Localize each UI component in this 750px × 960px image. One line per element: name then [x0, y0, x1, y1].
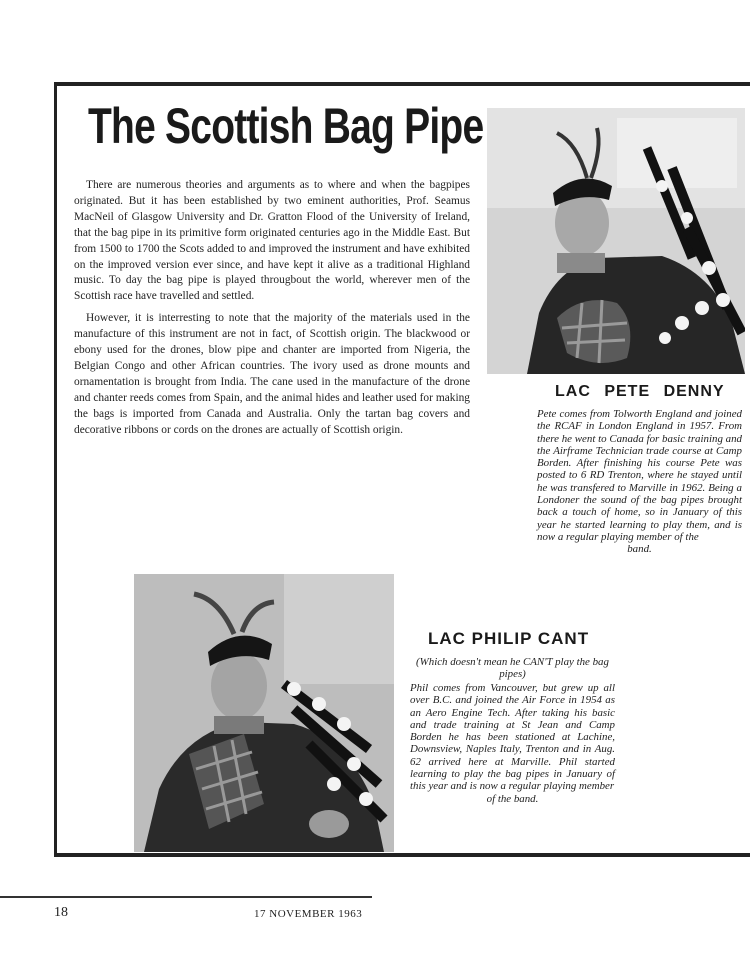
- profile1-caption: [537, 408, 742, 556]
- photo-philip-cant: [134, 574, 394, 852]
- profile2-name: LAC PHILIP CANT: [428, 629, 590, 648]
- photo-pete-denny-image: [487, 108, 745, 374]
- profile2-caption-end: of the band.: [486, 792, 539, 805]
- profile2-caption-text: Phil comes from Vancouver, but grew up all over B.C. and joined the Air Force in 1954 as an Aero Engine Tech. After taking his basic and trade training at St Jean and Camp Borden he has been stationed at Lachine, Downsview, Naples Italy, Trenton and in Aug. 62 arrived here at Marville. Phil started learning to play the bag pipes in January of this year and is now a regular playing member: [410, 682, 615, 793]
- article-paragraph-1: There are numerous theories and arguments as to where and when the bagpipes originated. But it has been established by two eminent authorities, Prof. Seamus MacNeil of Glasgow University and Dr. Gratton Flood of the University of Ireland, that the bag pipe in its primitive form originated centuries ago in the Middle East. But from 1500 to 1700 the Scots added to and improved the instrument and have exhibited on the improved version ever since, and have kept it alive as a traditional Highland music. To day the bag pipe is played througbout the world, wherever men of the Scottish race have travelled and settled.: [74, 179, 470, 303]
- article-body: [74, 178, 470, 445]
- profile2-caption: [410, 682, 615, 805]
- article-title: The Scottish Bag Pipe: [88, 98, 484, 154]
- photo-philip-cant-image: [134, 574, 394, 852]
- profile1-caption-end: band.: [627, 543, 652, 556]
- page-number: 18: [54, 905, 68, 920]
- profile1-name: LAC PETE DENNY: [555, 383, 725, 400]
- photo-pete-denny: [487, 108, 745, 374]
- article-paragraph-2: However, it is interresting to note that the majority of the materials used in the manufacture of this instrument are not in fact, of Scottish origin. The blackwood or ebony used for the drones, blow pipe and chanter are imported from Nigeria, the Belgian Congo and other African countries. The ivory used as drone mounts and ornamentation is brought from India. The cane used in the manufacture of the drone and chanter reeds comes from Spain, and the animal hides and leather used for making the bags is imported from Canada and Australia. Only the tartan bag covers and decorative ribbons or cords on the drones are actually of Scottish origin.: [74, 312, 470, 436]
- issue-date: 17 NOVEMBER 1963: [254, 908, 363, 920]
- footer-rule: [0, 896, 372, 898]
- profile2-subtitle: (Which doesn't mean he CAN'T play the bag pipes): [416, 656, 609, 681]
- profile1-caption-text: Pete comes from Tolworth England and joined the RCAF in London England in 1957. From there he went to Canada for basic training and the Airframe Technician trade course at Camp Borden. After finishing his course Pete was posted to 6 RD Trenton, where he stayed until he was transfered to Marville in 1962. Being a Londoner the sound of the bag pipes brought back a touch of home, so in January of this year he started learning to play them, and is now a regular playing member of the: [537, 408, 742, 543]
